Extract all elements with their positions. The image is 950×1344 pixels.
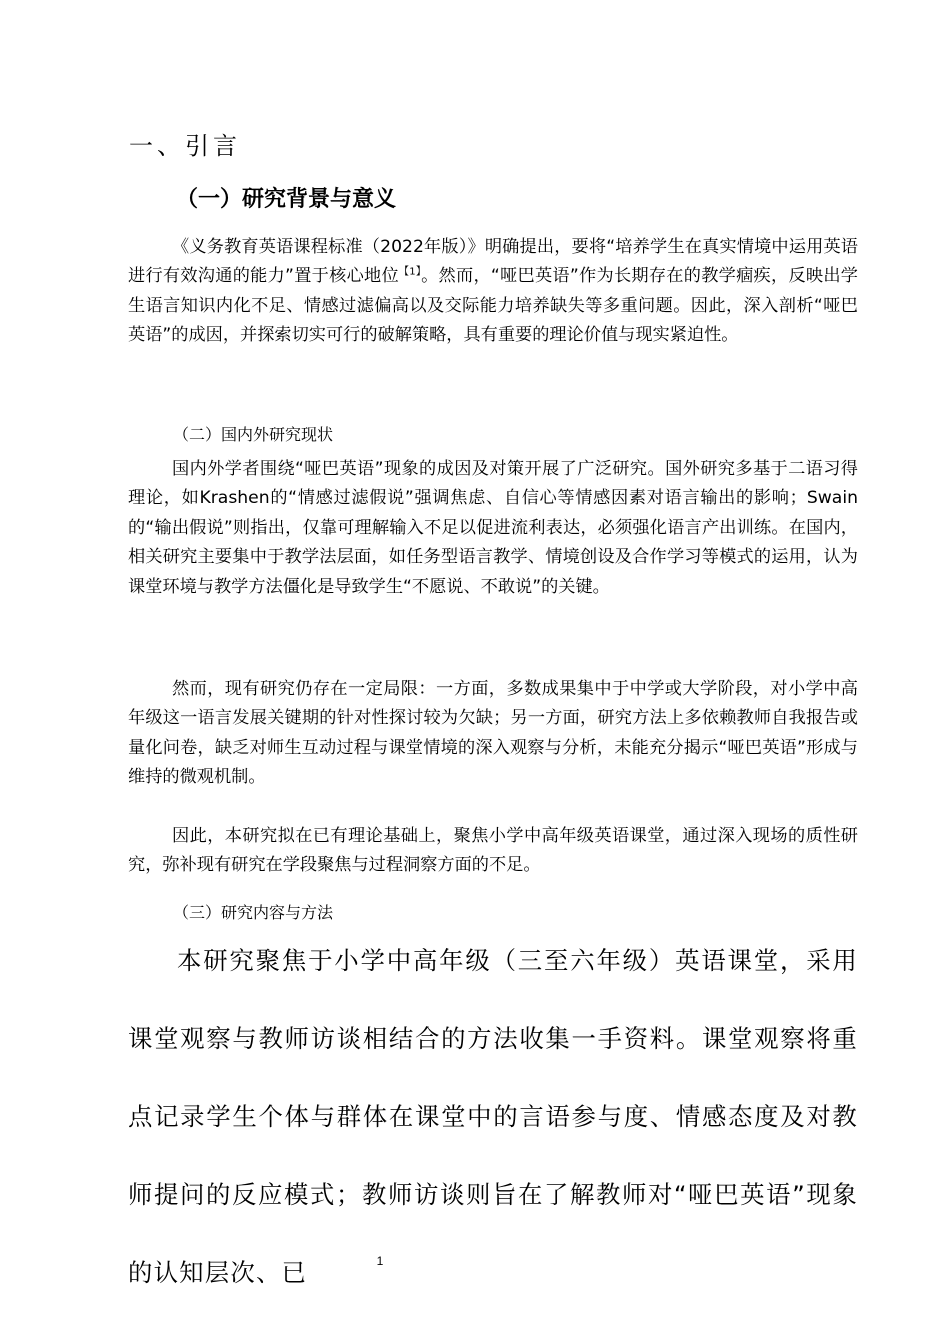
paragraph-literature: 国内外学者围绕“哑巴英语”现象的成因及对策开展了广泛研究。国外研究多基于二语习得理论，如Krashen的“情感过滤假说”强调焦虑、自信心等情感因素对语言输出的影响；Swain的“输出假说”则指出，仅靠可理解输入不足以促进流利表达，必须强化语言产出训练。在国内，相关研究主要集中于教学法层面，如任务型语言教学、情境创设及合作学习等模式的运用，认为课堂环境与教学方法僵化是导致学生“不愿说、不敢说”的关键。 xyxy=(128,459,858,597)
subsection-heading-literature: （二）国内外研究现状 xyxy=(173,425,334,444)
subsection-heading-methods: （三）研究内容与方法 xyxy=(173,903,334,922)
paragraph-limitations: 然而，现有研究仍存在一定局限：一方面，多数成果集中于中学或大学阶段，对小学中高年级这一语言发展关键期的针对性探讨较为欠缺；另一方面，研究方法上多依赖教师自我报告或量化问卷，缺乏对师生互动过程与课堂情境的深入观察与分析，未能充分揭示“哑巴英语”形成与维持的微观机制。 xyxy=(128,679,858,788)
paragraph-purpose: 因此，本研究拟在已有理论基础上，聚焦小学中高年级英语课堂，通过深入现场的质性研究，弥补现有研究在学段聚焦与过程洞察方面的不足。 xyxy=(128,826,858,876)
subsection-heading-background: （一）研究背景与意义 xyxy=(176,187,397,212)
section-heading: 一、引言 xyxy=(129,132,241,160)
paragraph-methods: 本研究聚焦于小学中高年级（三至六年级）英语课堂，采用课堂观察与教师访谈相结合的方法收集一手资料。课堂观察将重点记录学生个体与群体在课堂中的言语参与度、情感态度及对教师提问的反应模式；教师访谈则旨在了解教师对“哑巴英语”现象的认知层次、已 xyxy=(128,946,858,1287)
citation-marker[interactable]: 【1】 xyxy=(398,266,422,278)
paragraph-background xyxy=(128,233,858,351)
page-number: 1 xyxy=(376,1254,384,1268)
paragraph-background-text-b: 。然而，“哑巴英语”作为长期存在的教学痼疾，反映出学生语言知识内化不足、情感过滤偏高以及交际能力培养缺失等多重问题。因此，深入剖析“哑巴英语”的成因，并探索切实可行的破解策略，具有重要的理论价值与现实紧迫性。 xyxy=(128,266,858,346)
paragraph-background-text-a: 《义务教育英语课程标准（2022年版）》明确提出，要将“培养学生在真实情境中运用英语进行有效沟通的能力”置于核心地位 xyxy=(128,237,858,287)
